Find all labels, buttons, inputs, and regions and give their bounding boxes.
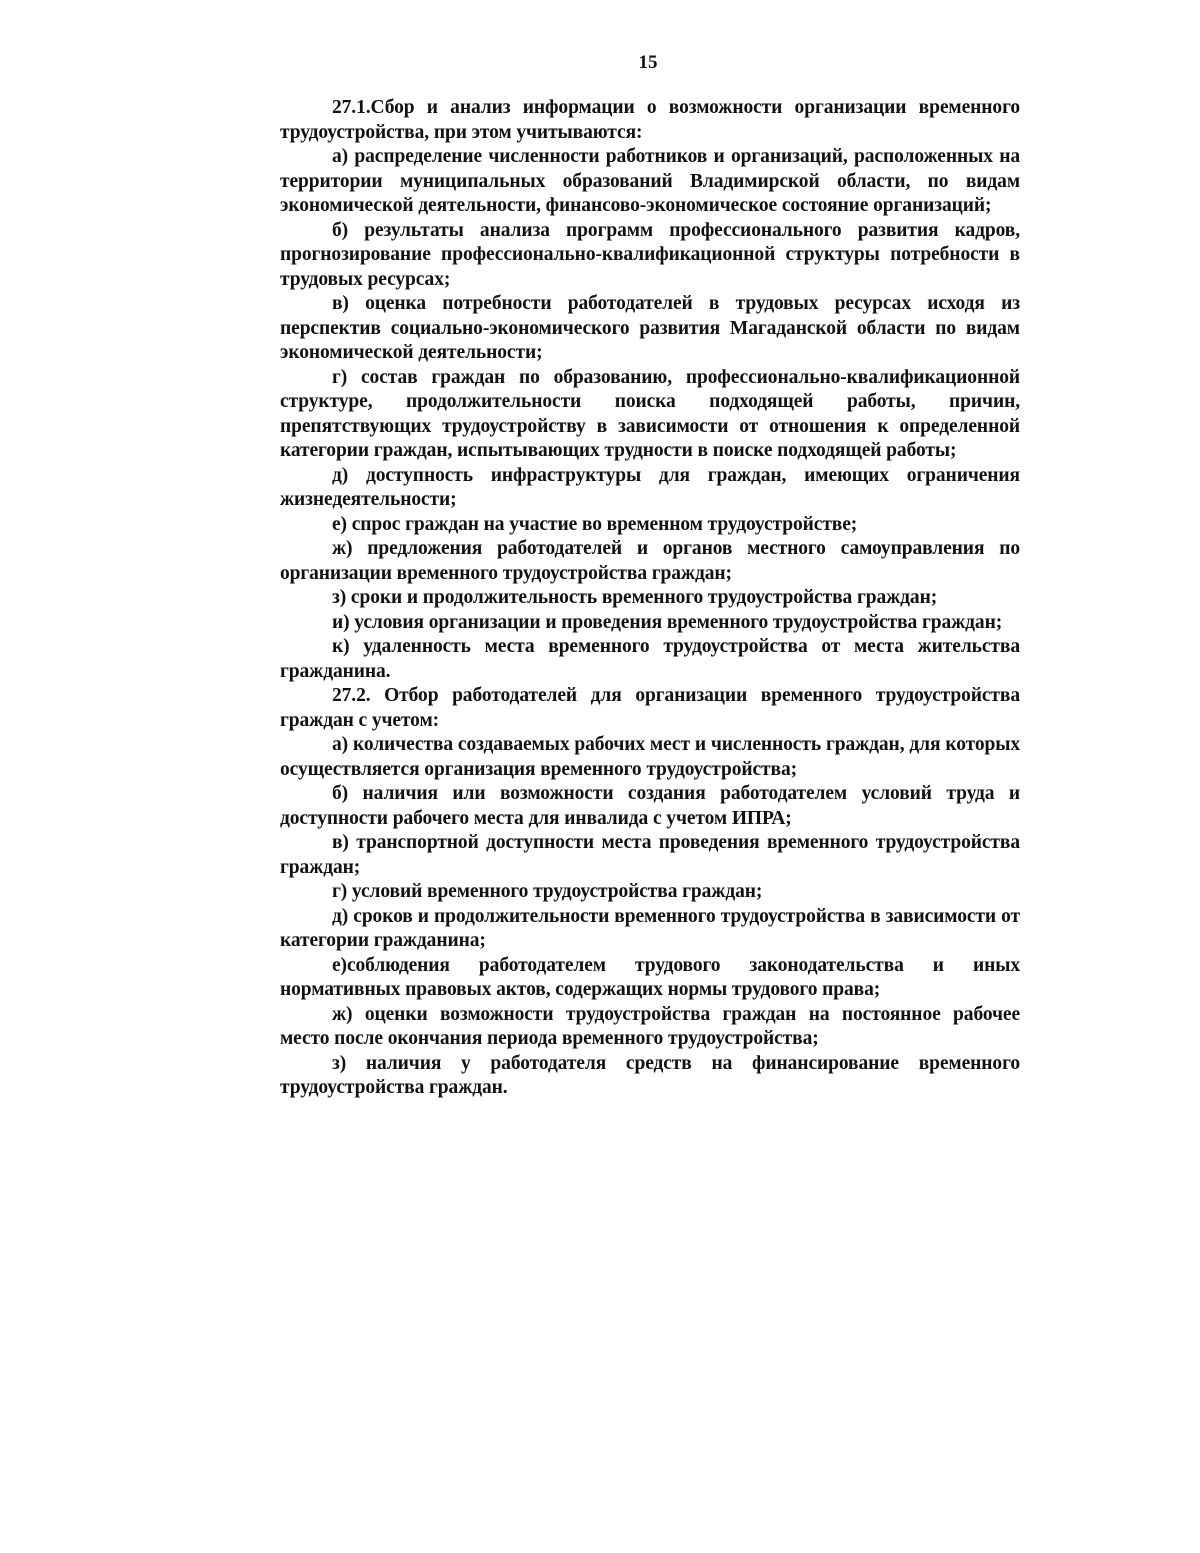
list-item-zh: ж) оценки возможности трудоустройства граждан на постоянное рабочее место после окончания периода временного трудоустройства; xyxy=(280,1003,1020,1049)
list-item-k: к) удаленность места временного трудоустройства от места жительства гражданина. xyxy=(280,636,1020,682)
list-item-v: в) оценка потребности работодателей в трудовых ресурсах исходя из перспектив социально-экономического развития Магаданской области по видам экономической деятельности; xyxy=(280,293,1020,363)
list-item-e: е)соблюдения работодателем трудового законодательства и иных нормативных правовых актов, содержащих нормы трудового права; xyxy=(280,954,1020,1000)
list-item-b: б) наличия или возможности создания работодателем условий труда и доступности рабочего места для инвалида с учетом ИПРА; xyxy=(280,783,1020,829)
list-item-v: в) транспортной доступности места проведения временного трудоустройства граждан; xyxy=(280,832,1020,878)
list-item-zh: ж) предложения работодателей и органов местного самоуправления по организации временного трудоустройства граждан; xyxy=(280,538,1020,584)
list-item-g: г) условий временного трудоустройства граждан; xyxy=(332,881,763,902)
list-item-a: а) распределение численности работников и организаций, расположенных на территории муниципальных образований Владимирской области, по видам экономической деятельности, финансово-экономическое состояние организаций; xyxy=(280,146,1020,216)
list-item-z: з) наличия у работодателя средств на финансирование временного трудоустройства граждан. xyxy=(280,1052,1020,1098)
list-item-a: а) количества создаваемых рабочих мест и численность граждан, для которых осуществляется организация временного трудоустройства; xyxy=(280,734,1020,780)
document-body xyxy=(280,96,1020,1101)
list-item-e: е) спрос граждан на участие во временном трудоустройстве; xyxy=(332,513,858,535)
list-item-b: б) результаты анализа программ профессионального развития кадров, прогнозирование профессионально-квалификационной структуры потребности в трудовых ресурсах; xyxy=(280,219,1020,290)
list-item-d: д) доступность инфраструктуры для граждан, имеющих ограничения жизнедеятельности; xyxy=(280,464,1020,510)
list-item-z: з) сроки и продолжительность временного трудоустройства граждан; xyxy=(332,587,938,608)
paragraph-27-1: 27.1.Сбор и анализ информации о возможности организации временного трудоустройства, при этом учитываются: xyxy=(280,97,1020,143)
page-number: 15 xyxy=(638,52,658,73)
list-item-g: г) состав граждан по образованию, профессионально-квалификационной структуре, продолжительности поиска подходящей работы, причин, препятствующих трудоустройству в зависимости от отношения к определенной категории граждан, испытывающих трудности в поиске подходящей работы; xyxy=(280,366,1020,461)
list-item-i: и) условия организации и проведения временного трудоустройства граждан; xyxy=(332,611,1003,633)
paragraph-27-2: 27.2. Отбор работодателей для организации временного трудоустройства граждан с учетом: xyxy=(280,685,1020,731)
list-item-d: д) сроков и продолжительности временного трудоустройства в зависимости от категории гражданина; xyxy=(280,905,1020,951)
